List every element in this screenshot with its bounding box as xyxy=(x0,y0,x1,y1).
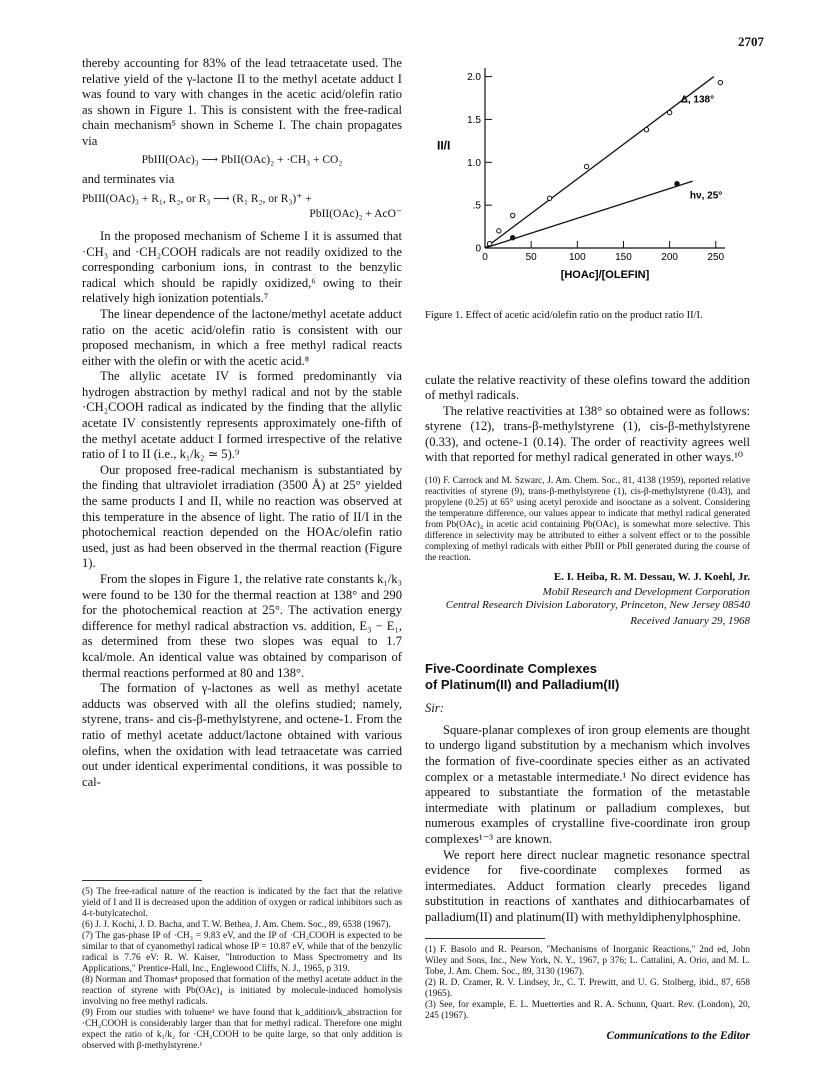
article-title-line2: of Platinum(II) and Palladium(II) xyxy=(425,677,620,693)
body-paragraph: culate the relative reactivity of these olefins toward the addition of methyl radicals. xyxy=(425,372,750,403)
equation-propagation: PbIII(OAc)₃ ⟶ PbII(OAc)₂ + ·CH₃ + CO₂ xyxy=(141,153,343,166)
body-paragraph: Square-planar complexes of iron group elements are thought to undergo ligand substitution by a mechanism which involves the formation of five-coordinate species either as an activated complex or a metastable intermediate.¹ No direct evidence has appeared to substantiate the formation of the metastable intermediate with platinum or palladium complexes, but numerous examples of crystalline five-coordinate iron group complexes¹⁻³ are known. xyxy=(425,722,750,846)
series-label: Δ, 138° xyxy=(680,94,715,106)
journal-footer: Communications to the Editor xyxy=(606,1030,750,1042)
received-date: Received January 29, 1968 xyxy=(630,614,750,627)
data-point xyxy=(510,236,514,240)
x-tick-label: 250 xyxy=(707,252,725,263)
body-paragraph: The formation of γ-lactones as well as methyl acetate adducts was observed with all the olefins studied; namely, styrene, trans- and cis-β-methylstyrene, and octene-1. From the ratio of methyl acetate adduct/lactone obtained with various olefins, when the oxidation with lead tetraacetate was carried out under identical experimental conditions, it was possible to cal- xyxy=(82,681,402,789)
y-tick-label: 1.5 xyxy=(467,114,481,126)
article-title-line1: Five-Coordinate Complexes xyxy=(425,661,597,677)
footnote-6: (6) J. J. Kochi, J. D. Bacha, and T. W. Bethea, J. Am. Chem. Soc., 89, 6538 (1967). xyxy=(82,920,391,930)
left-column xyxy=(82,56,402,790)
data-point xyxy=(667,110,671,114)
reference-1: (1) F. Basolo and R. Pearson, "Mechanisms of Inorganic Reactions," 2nd ed, John Wiley and Sons, Inc., New York, N. Y., 1967, p 376; L. Cattalini, A. Orio, and M. L. Tobe, J. Am. Chem. Soc., 89, 3130 (1967). xyxy=(425,944,750,977)
body-paragraph: From the slopes in Figure 1, the relative rate constants k₁/k₃ were found to be 130 for the thermal reaction at 138° and 290 for the photochemical reaction at 25°. The activation energy difference for methyl radical abstraction vs. addition, E₃ − E₁, as determined from these two slopes was equal to 1.7 kcal/mole. An identical value was obtained by comparison of thermal reactions performed at 80 and 138°. xyxy=(82,572,402,680)
footnote-8: (8) Norman and Thomas⁴ proposed that formation of the methyl acetate adduct in the reaction of styrene with Pb(OAc)₄ is initiated by molecule-induced homolysis involving no free methyl radicals. xyxy=(82,975,402,1007)
equation-termination-line1: PbIII(OAc)₃ + R₁, R₂, or R₃ ⟶ (R₁ R₂, or R₃)⁺ + xyxy=(82,192,312,205)
figure-1-chart xyxy=(425,56,750,291)
data-point xyxy=(497,229,501,233)
y-tick-label: .5 xyxy=(472,200,481,212)
y-tick-label: 1.0 xyxy=(467,157,481,169)
body-paragraph: The allylic acetate IV is formed predominantly via hydrogen abstraction by methyl radical and not by the stable ·CH₂COOH radical as indicated by the finding that the allylic acetate IV consistently represents approximately one-fifth of the methyl acetate adduct I formed irrespective of the relative ratio of I to II (i.e., k₁/k₂ ≃ 5).⁹ xyxy=(82,369,402,462)
data-point xyxy=(584,164,588,168)
reference-2: (2) R. D. Cramer, R. V. Lindsey, Jr., C. T. Prewitt, and U. G. Stolberg, ibid., 87, 658 (1965). xyxy=(425,977,750,999)
page-number: 2707 xyxy=(738,34,764,49)
figure-caption: Figure 1. Effect of acetic acid/olefin ratio on the product ratio II/I. xyxy=(425,310,703,321)
figure-1 xyxy=(425,56,750,304)
body-paragraph: The relative reactivities at 138° so obtained were as follows: styrene (12), trans-β-methylstyrene (1), cis-β-methylstyrene (0.33), and octene-1 (0.14). The order of reactivity agrees well with that reported for methyl radical generated in other ways.¹⁰ xyxy=(425,403,750,465)
equation-termination-line2: PbII(OAc)₂ + AcO⁻ xyxy=(309,208,402,221)
series-fit-line xyxy=(485,181,693,248)
series-label: hν, 25° xyxy=(689,190,723,202)
data-point xyxy=(510,213,514,217)
reference-3: (3) See, for example, E. L. Muetterties and R. A. Schunn, Quart. Rev. (London), 20, 245 (1967). xyxy=(425,999,750,1021)
footnote-7: (7) The gas-phase IP of ·CH₃ = 9.83 eV, and the IP of ·CH₂COOH is expected to be similar to that of cyanomethyl radical whose IP = 10.87 eV, while that of the benzylic radical is 7.76 eV: R. W. Kaiser, "Introduction to Mass Spectrometry and Its Applications," Prentice-Hall, Inc., Englewood Cliffs, N. J., 1965, p 319. xyxy=(82,931,402,974)
footnote-10: (10) F. Carrock and M. Szwarc, J. Am. Chem. Soc., 81, 4138 (1959), reported relative reactivities of styrene (9), trans-β-methylstyrene (1), cis-β-methylstyrene (0.43), and propylene (0.25) at 65° using acetyl peroxide and isooctane as a solvent. Considering the temperature difference, our values appear to indicate that methyl radical generated from Pb(OAc)₄ in acetic acid containing Pb(OAc)₂ is somewhat more selective. This difference in selectivity may be attributed to either a solvent effect or to the possible complexing of methyl radicals with either PbIII or PbII generated during the course of the reaction. xyxy=(425,476,750,564)
body-paragraph: We report here direct nuclear magnetic resonance spectral evidence for five-coordinate complexes formed as intermediates. Adduct formation clearly precedes ligand substitution in reactions of xanthates and dithiocarbamates of palladium(II) and platinum(II) with methyldiphenylphosphine. xyxy=(425,847,750,924)
y-tick-label: 0 xyxy=(475,243,481,255)
x-tick-label: 200 xyxy=(661,252,678,263)
authors: E. I. Heiba, R. M. Dessau, W. J. Koehl, Jr. xyxy=(553,571,750,584)
data-point xyxy=(487,242,491,246)
reference-rule xyxy=(425,938,545,939)
article-title xyxy=(425,661,750,693)
x-tick-label: 150 xyxy=(615,252,632,263)
data-point xyxy=(675,182,679,186)
x-axis-label: [HOAc]/[OLEFIN] xyxy=(560,269,650,281)
x-tick-label: 100 xyxy=(568,252,586,263)
y-axis-label: II/I xyxy=(437,138,451,153)
x-tick-label: 0 xyxy=(482,252,488,263)
affiliation-line2: Central Research Division Laboratory, Princeton, New Jersey 08540 xyxy=(445,598,750,611)
body-paragraph: The linear dependence of the lactone/methyl acetate adduct ratio on the acetic acid/olefin ratio is consistent with our proposed mechanism, in which a free methyl radical reacts either with the olefin or with the acetic acid.⁸ xyxy=(82,306,402,368)
y-tick-label: 2.0 xyxy=(467,72,481,84)
footnote-rule xyxy=(82,880,202,881)
affiliation-line1: Mobil Research and Development Corporation xyxy=(542,585,750,598)
data-point xyxy=(644,128,648,132)
body-text: and terminates via xyxy=(82,172,175,187)
body-paragraph: Our proposed free-radical mechanism is substantiated by the finding that ultraviolet irradiation (3500 Å) at 25° yielded the same products I and II, while no reaction was observed at this temperature in the absence of light. The ratio of II/I in the photochemical reaction depended on the HOAc/olefin ratio used, just as had been observed in the thermal reaction (Figure 1). xyxy=(82,462,402,571)
data-point xyxy=(718,80,722,84)
x-tick-label: 50 xyxy=(525,252,537,263)
footnote-5: (5) The free-radical nature of the reaction is indicated by the fact that the relative yield of I and II is decreased upon the addition of oxygen or radical inhibitors such as 4-t-butylcatechol. xyxy=(82,887,402,919)
left-footnotes xyxy=(82,880,402,1052)
right-column xyxy=(425,56,750,1022)
body-paragraph: thereby accounting for 83% of the lead tetraacetate used. The relative yield of the γ-lactone II to the methyl acetate adduct I was found to vary with changes in the acetic acid/olefin ratio as shown in Figure 1. This is consistent with the free-radical chain mechanism⁵ shown in Scheme I. The chain propagates via xyxy=(82,56,402,148)
salutation: Sir: xyxy=(425,701,444,716)
footnote-9: (9) From our studies with toluene¹ we have found that k_addition/k_abstraction for ·CH₂COOH is considerably larger than that for methyl radical. Therefore one might expect the ratio of k₁/k₂ for ·CH₂COOH to be quite large, so that only addition is observed with β-methylstyrene.¹ xyxy=(82,1008,402,1051)
data-point xyxy=(547,196,551,200)
body-paragraph: In the proposed mechanism of Scheme I it is assumed that ·CH₃ and ·CH₂COOH radicals are not readily oxidized to the corresponding carbonium ions, in contrast to the benzylic radical which should be rapidly oxidized,⁶ owing to their relatively high ionization potentials.⁷ xyxy=(82,228,402,306)
series-fit-line xyxy=(485,77,714,248)
